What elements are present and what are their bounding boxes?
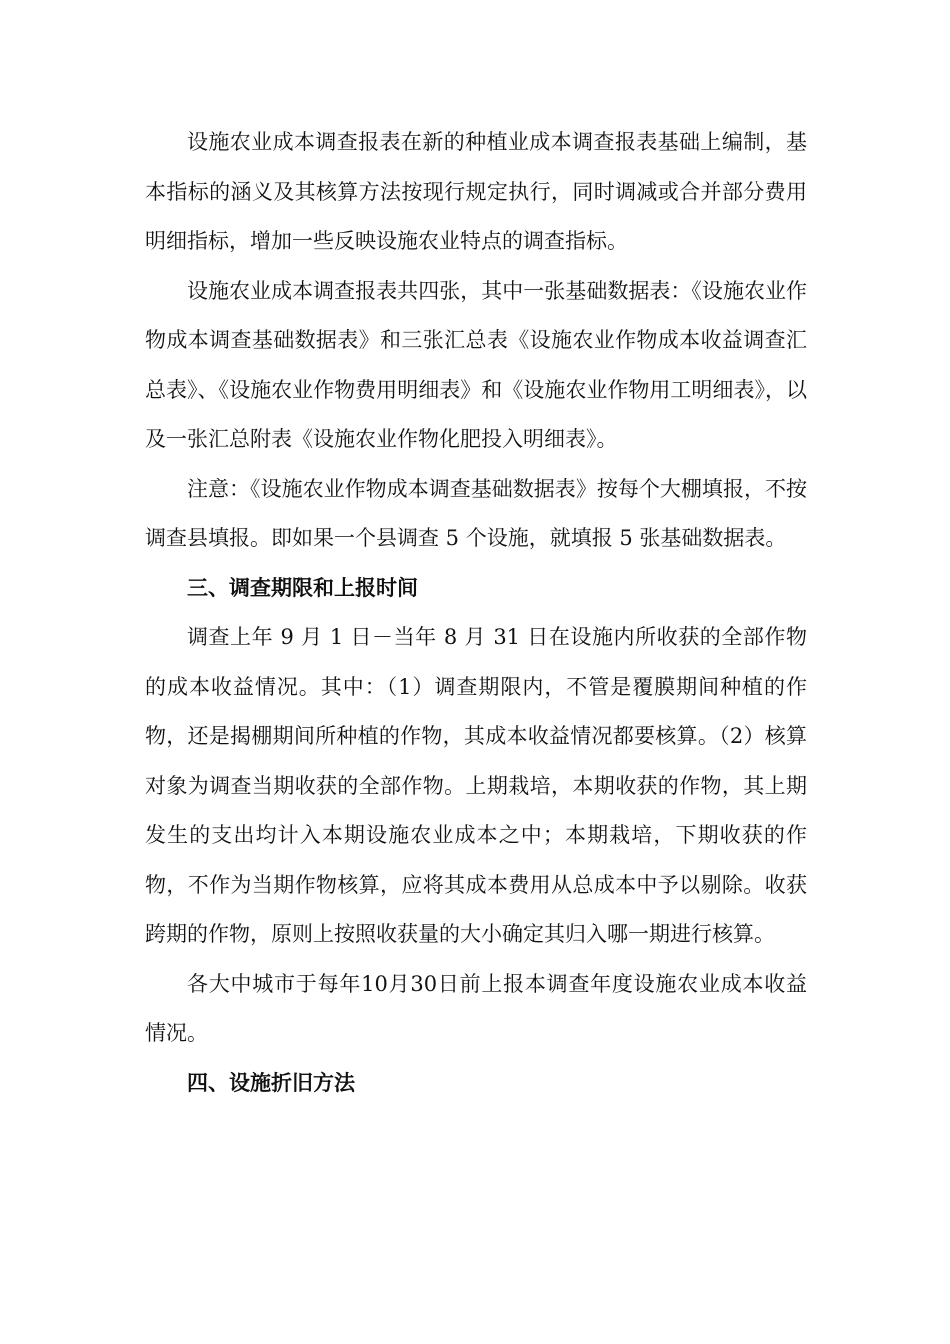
- paragraph-report-tables: 设施农业成本调查报表共四张，其中一张基础数据表：《设施农业作物成本调查基础数据表》和三张汇总表《设施农业作物成本收益调查汇总表》、《设施农业作物费用明细表》和《设施农业作物用工明细表》，以及一张汇总附表《设施农业作物化肥投入明细表》。: [145, 278, 807, 451]
- paragraph-report-basis: 设施农业成本调查报表在新的种植业成本调查报表基础上编制，基本指标的涵义及其核算方法按现行规定执行，同时调减或合并部分费用明细指标，增加一些反映设施农业特点的调查指标。: [145, 130, 807, 253]
- paragraph-survey-period: 调查上年 9 月 1 日－当年 8 月 31 日在设施内所收获的全部作物的成本收益情况。其中：（1）调查期限内，不管是覆膜期间种植的作物，还是揭棚期间所种植的作物，其成本收益情况都要核算。（2）核算对象为调查当期收获的全部作物。上期栽培，本期收获的作物，其上期发生的支出均计入本期设施农业成本之中；本期栽培，下期收获的作物，不作为当期作物核算，应将其成本费用从总成本中予以剔除。收获跨期的作物，原则上按照收获量的大小确定其归入哪一期进行核算。: [145, 625, 807, 946]
- paragraph-deadline: 各大中城市于每年10月30日前上报本调查年度设施农业成本收益情况。: [145, 971, 807, 1045]
- document-body: [145, 118, 807, 1108]
- section-heading-3: 三、调查期限和上报时间: [187, 575, 418, 600]
- paragraph-note: 注意：《设施农业作物成本调查基础数据表》按每个大棚填报，不按调查县填报。即如果一个县调查 5 个设施，就填报 5 张基础数据表。: [145, 476, 807, 550]
- section-heading-4: 四、设施折旧方法: [187, 1070, 355, 1095]
